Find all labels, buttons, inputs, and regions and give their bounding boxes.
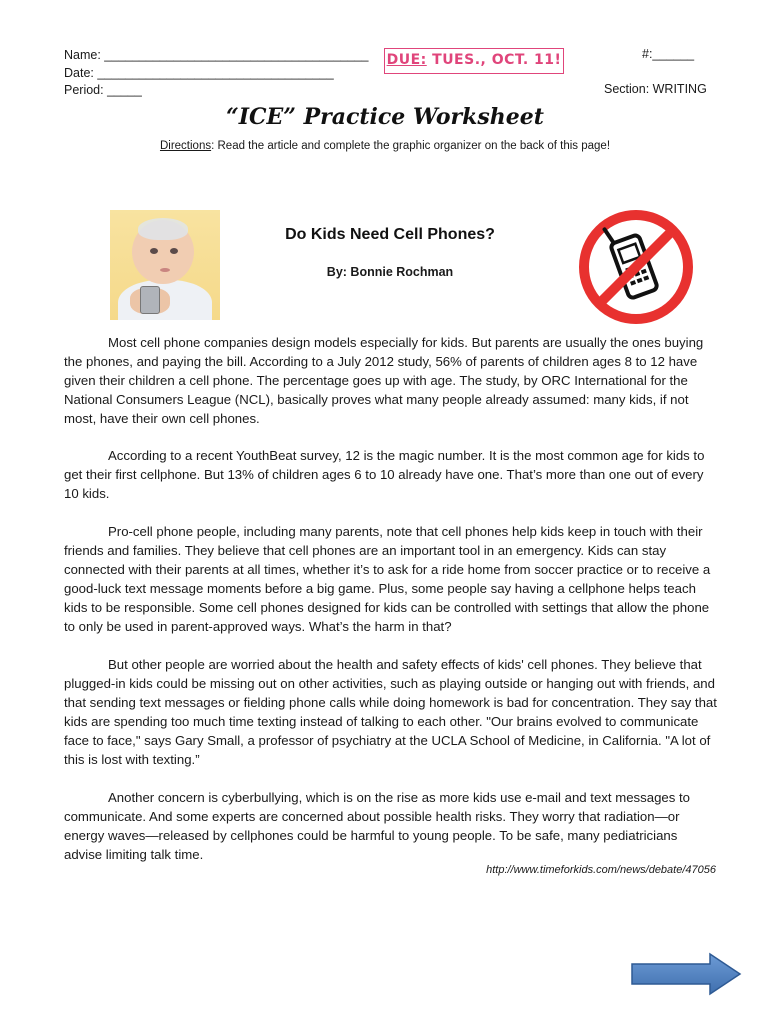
due-date: TUES., OCT. 11!: [432, 52, 562, 68]
section-label: Section: WRITING: [604, 82, 707, 96]
due-date-box: [384, 48, 564, 74]
source-link[interactable]: http://www.timeforkids.com/news/debate/47056: [486, 864, 716, 876]
period-field: Period: _____: [64, 83, 142, 97]
name-field: Name: ______________________________________: [64, 48, 369, 62]
article-paragraph: But other people are worried about the health and safety effects of kids' cell phones. They believe that plugged-in kids could be missing out on other activities, such as playing outside or hanging out with friends, and that sending text messages or fielding phone calls while doing homework is bad for concentration. They say that kids are spending too much time texting instead of talking to each other. "Our brains evolved to communicate face to face," says Gary Small, a professor of psychiatry at the UCLA School of Medicine, in California. "A lot of this is lost with texting.”: [64, 657, 717, 767]
date-field: Date: __________________________________: [64, 65, 334, 80]
number-field: #:______: [642, 47, 695, 61]
directions: [0, 140, 770, 152]
article-paragraph: Pro-cell phone people, including many parents, note that cell phones help kids keep in touch with their friends and families. They believe that cell phones are an important tool in an emergency. Kids can stay connected with their parents at all times, whether it’s to ask for a ride home from soccer practice or to receive a good-luck text message moments before a big game. Plus, some people say having a cellphone helps teach kids to be responsible. Some cell phones designed for kids can be controlled with settings that allow the phone to only be used in parent-approved ways. What’s the harm in that?: [64, 524, 711, 634]
article-paragraph: According to a recent YouthBeat survey, 12 is the magic number. It is the most common age for kids to get their first cellphone. But 13% of children ages 6 to 10 already have one. That’s more than one out of every 10 kids.: [64, 448, 705, 501]
article-paragraph: Most cell phone companies design models especially for kids. But parents are usually the ones buying the phones, and paying the bill. According to a July 2012 study, 56% of parents of children ages 8 to 12 have given their children a cell phone. The percentage goes up with age. The study, by ORC International for the National Consumers League (NCL), basically proves what many people already assumed: many kids, if not most, have their own cell phones.: [64, 335, 704, 426]
due-label: DUE:: [386, 52, 427, 68]
directions-label: Directions: [159, 140, 212, 152]
student-info-block: [64, 47, 368, 100]
article-paragraph: Another concern is cyberbullying, which is on the rise as more kids use e-mail and text messages to communicate. And some experts are concerned about possible health risks. They worry that radiation—or energy waves—released by cellphones could be harmful to young people. To be safe, many pediatricians advise limiting talk time.: [64, 790, 690, 862]
next-arrow-icon[interactable]: [630, 952, 742, 996]
article-title: Do Kids Need Cell Phones?: [285, 226, 495, 243]
article-byline: By: Bonnie Rochman: [326, 265, 454, 279]
no-cell-phone-icon: [576, 207, 696, 327]
directions-text: : Read the article and complete the graphic organizer on the back of this page!: [211, 140, 611, 152]
worksheet-title: “ICE” Practice Worksheet: [226, 104, 544, 130]
